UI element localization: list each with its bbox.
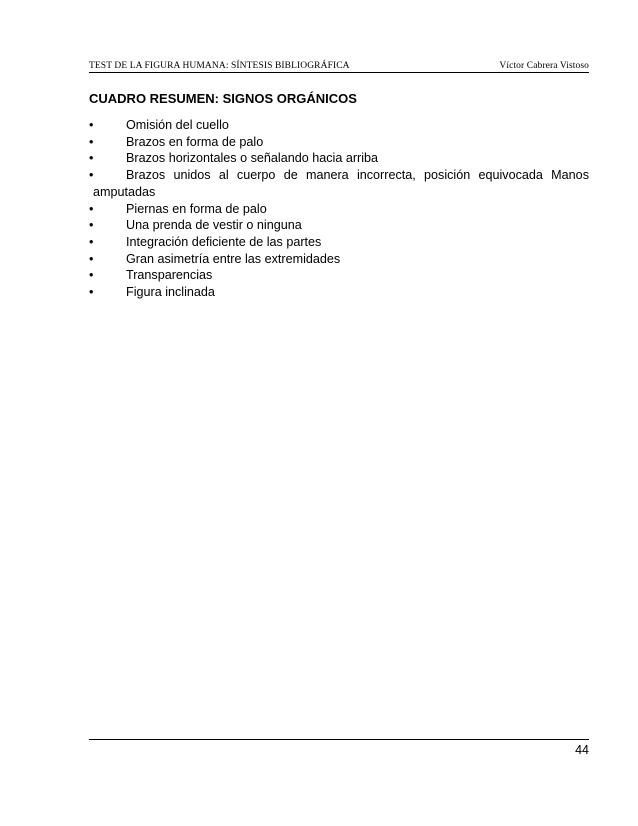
list-item [89,284,589,301]
list-item [89,234,589,251]
list-item-text-content: Brazos unidos al cuerpo de manera incorrecta, posición equivocada Manos amputadas [93,168,589,199]
bullet-icon: • [89,201,94,216]
list-item-text: Transparencias [126,268,213,283]
header-author: Víctor Cabrera Vistoso [499,61,589,71]
list-item-text: Omisión del cuello [126,118,229,132]
list-item [89,150,589,167]
bullet-icon: • [89,151,94,166]
bullet-icon: • [89,234,94,249]
list-item [89,167,589,200]
bullet-icon: • [89,118,94,132]
bullet-icon: • [89,285,94,300]
bullet-icon: • [89,134,94,149]
list-item-text: Gran asimetría entre las extremidades [126,251,341,266]
organic-signs-list [89,117,589,301]
list-item-text: Brazos horizontales o señalando hacia arriba [126,151,379,166]
list-item-text [89,167,589,200]
bullet-icon: • [89,218,94,233]
list-item [89,117,589,134]
bullet-icon: • [89,168,94,183]
list-item [89,201,589,218]
section-title: CUADRO RESUMEN: SIGNOS ORGÁNICOS [89,91,357,106]
list-item [89,267,589,284]
list-item-text: Brazos en forma de palo [126,134,264,149]
footer-rule [89,739,589,740]
header-title: TEST DE LA FIGURA HUMANA: SÍNTESIS BIBLIOGRÁFICA [89,61,350,71]
list-item [89,217,589,234]
list-item-text: Figura inclinada [126,285,215,300]
page-number: 44 [575,743,589,757]
list-item-text: Integración deficiente de las partes [126,234,322,249]
list-item-text: Una prenda de vestir o ninguna [126,218,302,233]
list-item [89,251,589,268]
bullet-icon: • [89,268,94,283]
list-item-text: Piernas en forma de palo [126,201,267,216]
list-item [89,134,589,151]
bullet-icon: • [89,251,94,266]
header-rule [89,72,589,73]
